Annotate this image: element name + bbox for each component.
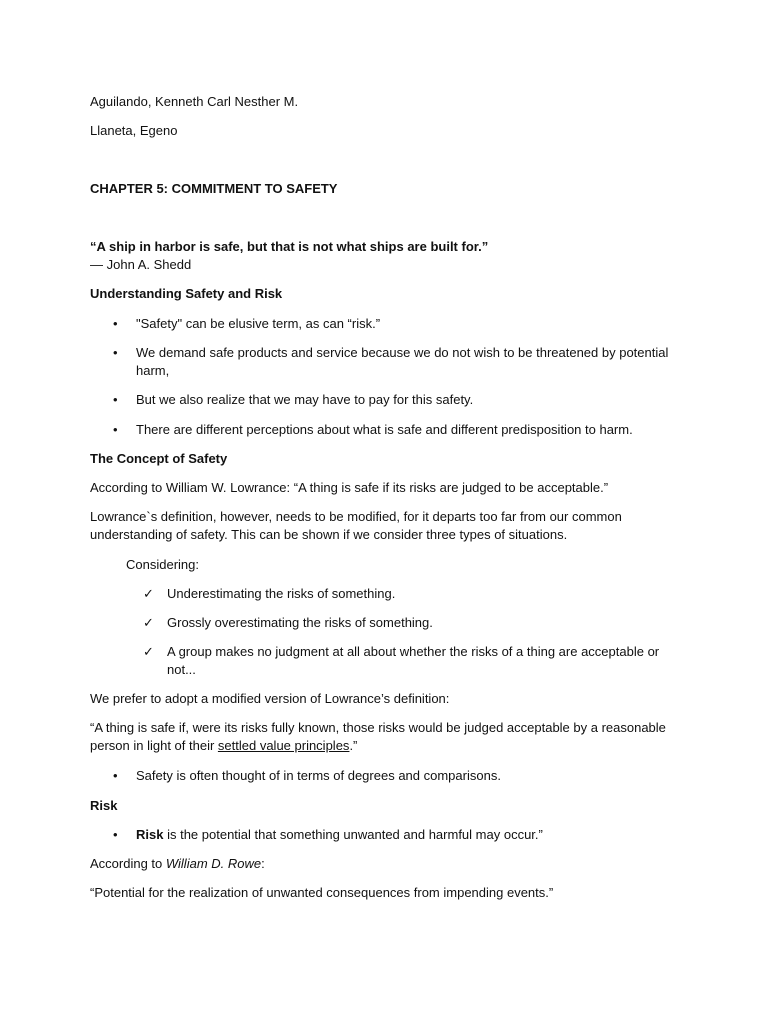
list-item: But we also realize that we may have to pay for this safety. — [136, 392, 474, 407]
epigraph-quote: “A ship in harbor is safe, but that is not what ships are built for.” — [90, 239, 489, 254]
list-item: Safety is often thought of in terms of degrees and comparisons. — [136, 768, 501, 783]
section-heading-safety-risk: Understanding Safety and Risk — [90, 286, 283, 301]
paragraph-rowe-quote: “Potential for the realization of unwanted consequences from impending events.” — [90, 885, 554, 900]
bullet-icon: • — [113, 827, 118, 842]
paragraph-prefer-modified: We prefer to adopt a modified version of Lowrance’s definition: — [90, 691, 450, 706]
list-item — [136, 826, 543, 844]
paragraph-modified-definition-line-1: “A thing is safe if, were its risks fully known, those risks would be judged acceptable by a reasonable — [90, 720, 666, 735]
text-fragment: person in light of their — [90, 738, 218, 753]
checkmark-icon: ✓ — [143, 586, 154, 601]
list-item: "Safety" can be elusive term, as can “risk.” — [136, 316, 381, 331]
paragraph-according-rowe — [90, 855, 265, 873]
bullet-icon: • — [113, 392, 118, 407]
list-item-continuation: not... — [167, 662, 196, 677]
bullet-icon: • — [113, 768, 118, 783]
list-item: Grossly overestimating the risks of something. — [167, 615, 433, 630]
chapter-title: CHAPTER 5: COMMITMENT TO SAFETY — [90, 181, 338, 196]
list-item: There are different perceptions about what is safe and different predisposition to harm. — [136, 422, 633, 437]
bullet-icon: • — [113, 316, 118, 331]
underlined-term: settled value principles — [217, 738, 350, 753]
list-item: Underestimating the risks of something. — [167, 586, 396, 601]
bullet-icon: • — [113, 422, 118, 437]
section-heading-risk: Risk — [90, 798, 118, 813]
list-item: We demand safe products and service because we do not wish to be threatened by potential — [136, 345, 669, 360]
checkmark-icon: ✓ — [143, 644, 154, 659]
text-fragment: : — [261, 856, 265, 871]
considering-label: Considering: — [126, 557, 199, 572]
checkmark-icon: ✓ — [143, 615, 154, 630]
paragraph-modified-line-2: understanding of safety. This can be shown if we consider three types of situations. — [90, 527, 568, 542]
section-heading-concept-of-safety: The Concept of Safety — [90, 451, 228, 466]
author-name-2: Llaneta, Egeno — [90, 123, 178, 138]
text-fragment: According to — [90, 856, 166, 871]
epigraph-attribution: — John A. Shedd — [90, 257, 192, 272]
paragraph-lowrance-definition: According to William W. Lowrance: “A thing is safe if its risks are judged to be acceptable.” — [90, 480, 609, 495]
paragraph-modified-definition-line-2 — [90, 737, 357, 755]
text-fragment: .” — [349, 738, 358, 753]
author-name-1: Aguilando, Kenneth Carl Nesther M. — [90, 94, 299, 109]
paragraph-modified-line-1: Lowrance`s definition, however, needs to be modified, for it departs too far from our common — [90, 509, 622, 524]
author-name-italic: William D. Rowe — [165, 856, 262, 871]
list-item-continuation: harm, — [136, 363, 170, 378]
bullet-icon: • — [113, 345, 118, 360]
list-item: A group makes no judgment at all about whether the risks of a thing are acceptable or — [167, 644, 660, 659]
text-fragment: is the potential that something unwanted and harmful may occur.” — [163, 827, 543, 842]
bold-term: Risk — [136, 827, 164, 842]
